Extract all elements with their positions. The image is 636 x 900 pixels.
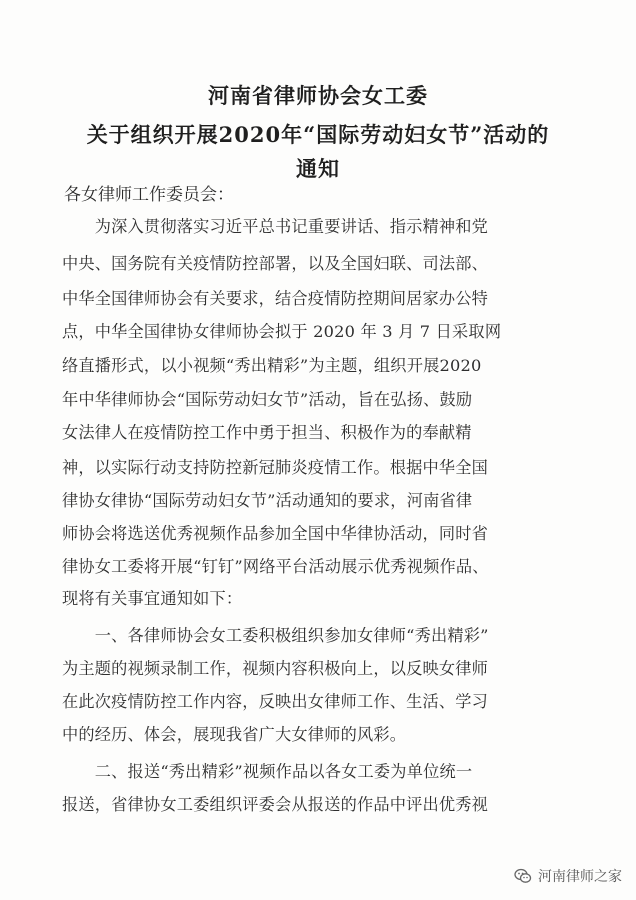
wechat-watermark [514,866,622,886]
watermark-text: 河南律师之家 [538,869,622,885]
body-line: 律协女工委将开展“钉钉”网络平台活动展示优秀视频作品、 [62,557,489,576]
body-line: 为深入贯彻落实习近平总书记重要讲话、指示精神和党 [62,217,489,236]
body-line: 中的经历、体会，展现我省广大女律师的风彩。 [62,725,407,744]
body-line: 点，中华全国律协女律师协会拟于 2020 年 3 月 7 日采取网 [62,322,502,341]
body-line: 现将有关事宜通知如下： [62,589,243,608]
body-line: 神，以实际行动支持防控新冠肺炎疫情工作。根据中华全国 [62,458,489,477]
body-line: 中华全国律师协会有关要求，结合疫情防控期间居家办公特 [62,289,489,308]
body-line: 中央、国务院有关疫情防控部署，以及全国妇联、司法部、 [62,254,489,273]
document-title-line-2: 关于组织开展2020年“国际劳动妇女节”活动的 [86,122,550,147]
document-title-line-1: 河南省律师协会女工委 [208,83,428,108]
body-line: 师协会将选送优秀视频作品参加全国中华律协活动，同时省 [62,524,489,543]
body-line: 一、各律师协会女工委积极组织参加女律师“秀出精彩” [62,626,489,645]
wechat-icon [514,867,532,885]
salutation: 各女律师工作委员会： [64,185,234,205]
body-line: 在此次疫情防控工作内容，反映出女律师工作、生活、学习 [62,692,489,711]
body-line: 二、报送“秀出精彩”视频作品以各女工委为单位统一 [62,762,473,781]
body-line: 女法律人在疫情防控工作中勇于担当、积极作为的奉献精 [62,423,472,442]
body-line: 年中华律师协会“国际劳动妇女节”活动，旨在弘扬、鼓励 [62,390,473,409]
body-line: 络直播形式，以小视频“秀出精彩”为主题，组织开展2020 [62,356,482,375]
body-line: 为主题的视频录制工作，视频内容积极向上，以反映女律师 [62,659,489,678]
body-line: 律协女律协“国际劳动妇女节”活动通知的要求，河南省律 [62,491,473,510]
document-title-line-3: 通知 [296,156,340,181]
body-line: 报送，省律协女工委组织评委会从报送的作品中评出优秀视 [62,795,489,814]
